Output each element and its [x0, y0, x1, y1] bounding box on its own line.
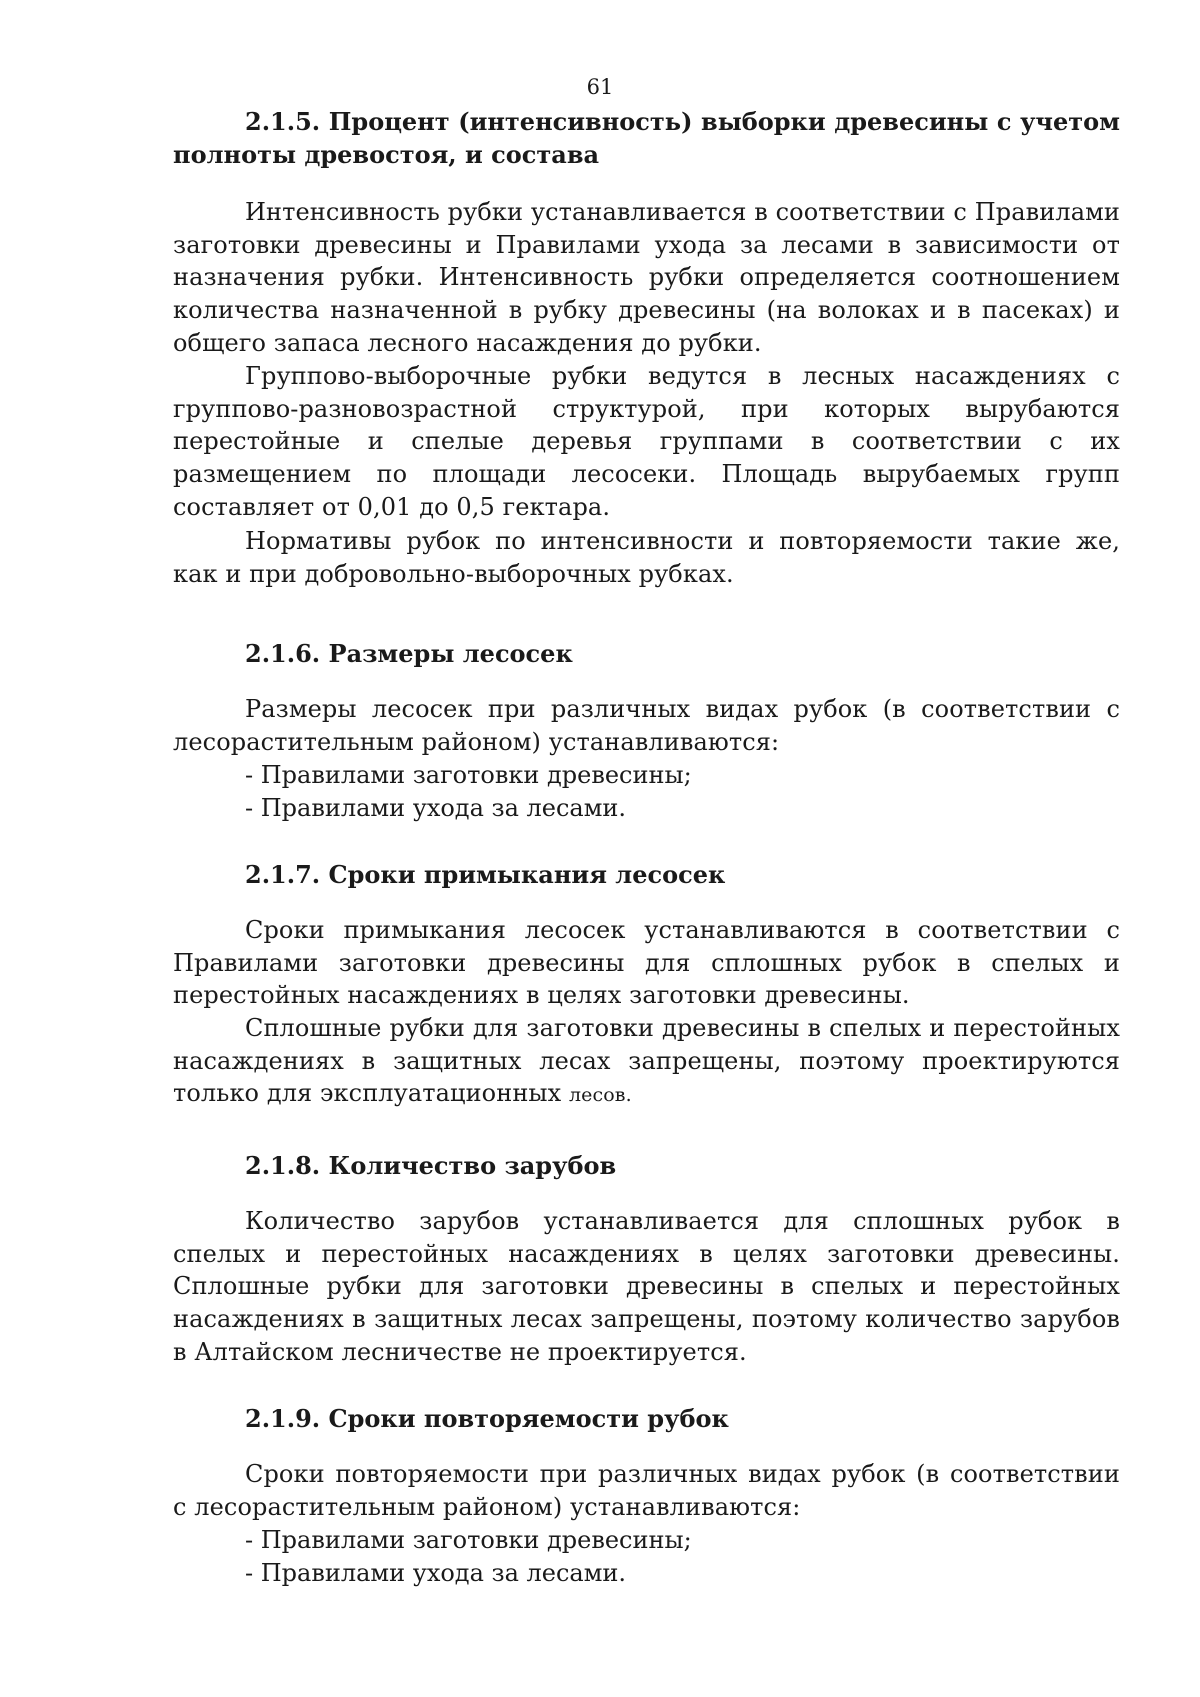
section-2-1-5-heading-line2: полноты древостоя, и состава: [173, 140, 600, 169]
section-2-1-9-list-item-2: - Правилами ухода за лесами.: [245, 1559, 627, 1587]
section-2-1-5-paragraph-3: Нормативы рубок по интенсивности и повторяемости такие же, как и при добровольно-выборочных рубках.: [173, 527, 1120, 588]
section-2-1-8-heading: 2.1.8. Количество зарубов: [245, 1151, 617, 1180]
section-2-1-7-paragraph-2-tail: лесов.: [569, 1084, 632, 1107]
section-2-1-9-heading: 2.1.9. Сроки повторяемости рубок: [245, 1404, 729, 1433]
section-2-1-6-heading: 2.1.6. Размеры лесосек: [245, 639, 573, 668]
section-2-1-7-heading: 2.1.7. Сроки примыкания лесосек: [245, 860, 726, 889]
section-2-1-5-heading: [173, 105, 1120, 171]
section-2-1-6-list-item-2: - Правилами ухода за лесами.: [245, 794, 627, 822]
section-2-1-7-paragraph-2: [173, 1012, 1120, 1112]
section-2-1-6-list-item-1: - Правилами заготовки древесины;: [245, 761, 692, 789]
section-2-1-7-paragraph-2-main: Сплошные рубки для заготовки древесины в спелых и перестойных насаждениях в защитных лесах запрещены, поэтому проектируются только для эксплуатационных: [173, 1014, 1120, 1108]
section-2-1-6-paragraph-1: Размеры лесосек при различных видах рубок (в соответствии с лесорастительным районом) устанавливаются:: [173, 695, 1120, 756]
section-2-1-5-paragraph-1: Интенсивность рубки устанавливается в соответствии с Правилами заготовки древесины и Правилами ухода за лесами в зависимости от назначения рубки. Интенсивность рубки определяется соотношением количества назначенной в рубку древесины (на волоках и в пасеках) и общего запаса лесного насаждения до рубки.: [173, 198, 1120, 357]
section-2-1-8-paragraph-1: Количество зарубов устанавливается для сплошных рубок в спелых и перестойных насаждениях в целях заготовки древесины. Сплошные рубки для заготовки древесины в спелых и перестойных насаждениях в защитных лесах запрещены, поэтому количество зарубов в Алтайском лесничестве не проектируется.: [173, 1207, 1120, 1366]
section-2-1-7-paragraph-1: Сроки примыкания лесосек устанавливаются в соответствии с Правилами заготовки древесины для сплошных рубок в спелых и перестойных насаждениях в целях заготовки древесины.: [173, 916, 1120, 1010]
page-number: 61: [586, 75, 614, 99]
section-2-1-5-paragraph-2: Группово-выборочные рубки ведутся в лесных насаждениях с группово-разновозрастной структурой, при которых вырубаются перестойные и спелые деревья группами в соответствии с их размещением по площади лесосеки. Площадь вырубаемых групп составляет от 0,01 до 0,5 гектара.: [173, 362, 1120, 521]
section-2-1-5-heading-line1: 2.1.5. Процент (интенсивность) выборки древесины с учетом: [245, 107, 1120, 136]
section-2-1-9-list-item-1: - Правилами заготовки древесины;: [245, 1526, 692, 1554]
section-2-1-9-paragraph-1: Сроки повторяемости при различных видах рубок (в соответствии с лесорастительным районом) устанавливаются:: [173, 1460, 1120, 1521]
